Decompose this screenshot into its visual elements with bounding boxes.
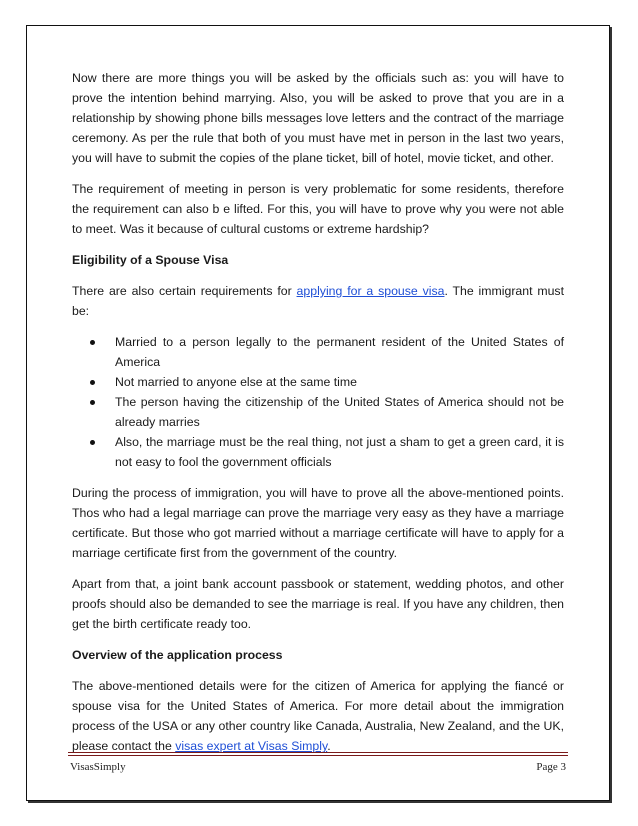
paragraph-immigration-process: During the process of immigration, you will have to prove all the above-mentioned points. Thos who had a legal marriage can prove the marriage very easy as they have a marriage certificate. But those who got married without a marriage certificate will have to apply for a marriage certificate first from the government of the country. [72, 486, 564, 560]
paragraph-officials: Now there are more things you will be asked by the officials such as: you will have to prove the intention behind marrying. Also, you will be asked to prove that you are in a relationship by showing phone bills messages love letters and the contract of the marriage ceremony. As per the rule that both of you must have met in person in the last two years, you will have to submit the copies of the plane ticket, bill of hotel, movie ticket, and other. [72, 71, 564, 165]
footer-divider [68, 752, 568, 756]
requirements-text-before: There are also certain requirements for [72, 284, 297, 298]
requirements-text-after: . The immigrant must be: [72, 284, 564, 318]
list-item: Not married to anyone else at the same time [115, 372, 564, 392]
paragraph-meeting-requirement: The requirement of meeting in person is very problematic for some residents, therefore the requirement can also b e lifted. For this, you will have to prove why you were not able to meet. Was it because of cultural customs or extreme hardship? [72, 182, 564, 236]
paragraph-proofs: Apart from that, a joint bank account passbook or statement, wedding photos, and other proofs should also be demanded to see the marriage is real. If you have any children, then get the birth certificate ready too. [72, 577, 564, 631]
visas-expert-link[interactable]: visas expert at Visas Simply [175, 739, 328, 753]
list-item: Also, the marriage must be the real thing, not just a sham to get a green card, it is not easy to fool the government officials [115, 432, 564, 472]
heading-eligibility: Eligibility of a Spouse Visa [72, 253, 229, 267]
paragraph-contact [72, 676, 564, 756]
applying-spouse-visa-link[interactable]: applying for a spouse visa [296, 284, 445, 298]
contact-text-after: . [327, 739, 331, 753]
heading-overview: Overview of the application process [72, 648, 283, 662]
requirements-list [72, 332, 564, 472]
footer-brand: VisasSimply [70, 761, 126, 773]
page-footer [70, 761, 566, 773]
page-number: Page 3 [536, 761, 566, 773]
list-item: The person having the citizenship of the United States of America should not be already marries [115, 392, 564, 432]
contact-text-before: The above-mentioned details were for the citizen of America for applying the fiancé or spouse visa for the United States of America. For more detail about the immigration process of the USA or any other country like Canada, Australia, New Zealand, and the UK, please contact the [72, 679, 564, 753]
paragraph-requirements [72, 281, 564, 321]
list-item: Married to a person legally to the permanent resident of the United States of America [115, 332, 564, 372]
document-body [72, 68, 564, 767]
